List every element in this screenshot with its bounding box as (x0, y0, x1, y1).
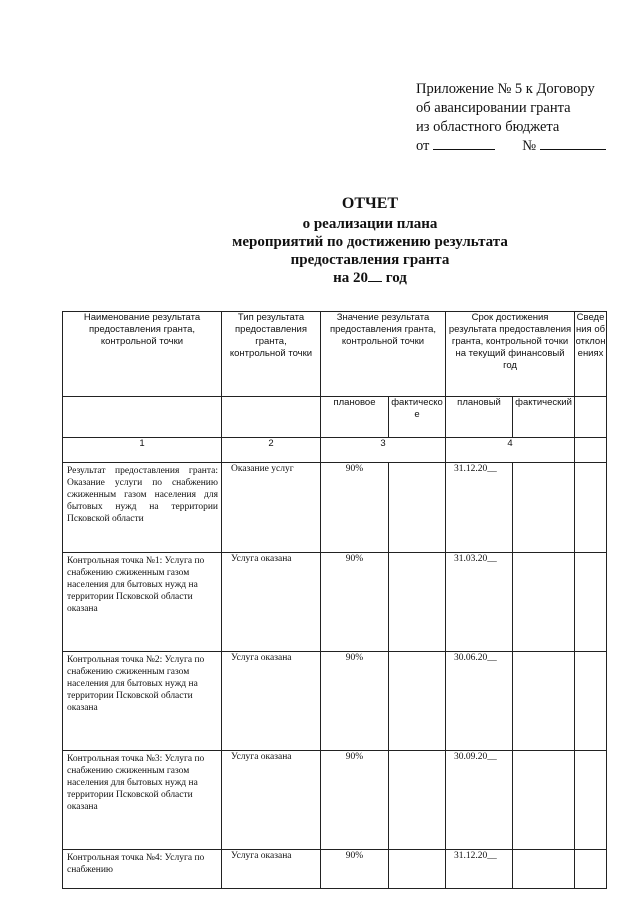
header-actual-date: фактический (513, 397, 575, 438)
row-name: Контрольная точка №2: Услуга по снабжению сжиженным газом населения для бытовых нужд на территории Псковской области оказана (63, 652, 222, 751)
year-blank-field (368, 269, 382, 282)
row-deviation (575, 463, 607, 553)
title-year-line (150, 269, 590, 287)
row-deviation (575, 553, 607, 652)
row-deviation (575, 850, 607, 889)
row-actual-value (389, 553, 446, 652)
header-sub-empty-2 (222, 397, 321, 438)
header-row-numbers (63, 438, 607, 463)
appendix-line-2: об авансировании гранта (416, 100, 571, 116)
row-actual-date (513, 463, 575, 553)
row-planned-value: 90% (321, 463, 389, 553)
header-name: Наименование результата предоставления гранта, контрольной точки (63, 312, 222, 397)
row-planned-date: 30.09.20__ (446, 751, 513, 850)
row-actual-value (389, 652, 446, 751)
year-prefix: на 20 (333, 270, 369, 286)
header-value: Значение результата предоставления гранта, контрольной точки (321, 312, 446, 397)
column-number-3: 3 (321, 438, 446, 463)
row-type: Услуга оказана (222, 751, 321, 850)
row-planned-date: 31.12.20__ (446, 463, 513, 553)
header-sub-empty-3 (575, 397, 607, 438)
row-actual-value (389, 751, 446, 850)
row-actual-date (513, 652, 575, 751)
from-label: от (416, 138, 430, 154)
row-planned-value: 90% (321, 553, 389, 652)
header-deadline: Срок достижения результата предоставления гранта, контрольной точки на текущий финансовый год (446, 312, 575, 397)
row-name: Контрольная точка №4: Услуга по снабжению (63, 850, 222, 889)
appendix-line-3: из областного бюджета (416, 119, 560, 135)
year-suffix: год (385, 270, 407, 286)
row-planned-value: 90% (321, 751, 389, 850)
row-deviation (575, 652, 607, 751)
row-actual-value (389, 463, 446, 553)
report-table (62, 311, 607, 889)
row-type: Услуга оказана (222, 652, 321, 751)
row-name: Контрольная точка №3: Услуга по снабжению сжиженным газом населения для бытовых нужд на территории Псковской области оказана (63, 751, 222, 850)
number-blank-field (540, 137, 606, 150)
header-row-sub (63, 397, 607, 438)
appendix-line-1: Приложение № 5 к Договору (416, 81, 595, 97)
report-title (150, 195, 590, 287)
header-planned: плановое (321, 397, 389, 438)
column-number-4: 4 (446, 438, 575, 463)
row-type: Оказание услуг (222, 463, 321, 553)
row-actual-date (513, 850, 575, 889)
row-deviation (575, 751, 607, 850)
row-type: Услуга оказана (222, 553, 321, 652)
column-number-5 (575, 438, 607, 463)
appendix-date-number-line (416, 137, 606, 156)
row-planned-date: 31.03.20__ (446, 553, 513, 652)
row-actual-date (513, 751, 575, 850)
row-type: Услуга оказана (222, 850, 321, 889)
table-row (63, 751, 607, 850)
header-deviations: Сведения об отклонениях (575, 312, 607, 397)
row-planned-date: 31.12.20__ (446, 850, 513, 889)
title-line-2: о реализации плана (302, 216, 438, 232)
header-actual: фактическое (389, 397, 446, 438)
table-row (63, 652, 607, 751)
row-actual-date (513, 553, 575, 652)
title-main: ОТЧЕТ (341, 195, 399, 212)
column-number-2: 2 (222, 438, 321, 463)
column-number-1: 1 (63, 438, 222, 463)
title-line-3: мероприятий по достижению результата (232, 234, 508, 250)
number-label: № (522, 138, 537, 154)
header-sub-empty-1 (63, 397, 222, 438)
title-line-4: предоставления гранта (290, 252, 450, 268)
header-row-titles (63, 312, 607, 397)
row-actual-value (389, 850, 446, 889)
row-name: Контрольная точка №1: Услуга по снабжению сжиженным газом населения для бытовых нужд на территории Псковской области оказана (63, 553, 222, 652)
header-type: Тип результата предоставления гранта, контрольной точки (222, 312, 321, 397)
row-name: Результат предоставления гранта: Оказание услуги по снабжению сжиженным газом населения для бытовых нужд на территории Псковской области (63, 463, 222, 553)
row-planned-value: 90% (321, 850, 389, 889)
header-planned-date: плановый (446, 397, 513, 438)
table-row (63, 850, 607, 889)
table-row (63, 553, 607, 652)
date-blank-field (433, 137, 495, 150)
row-planned-value: 90% (321, 652, 389, 751)
table-row (63, 463, 607, 553)
appendix-header (416, 80, 606, 156)
row-planned-date: 30.06.20__ (446, 652, 513, 751)
